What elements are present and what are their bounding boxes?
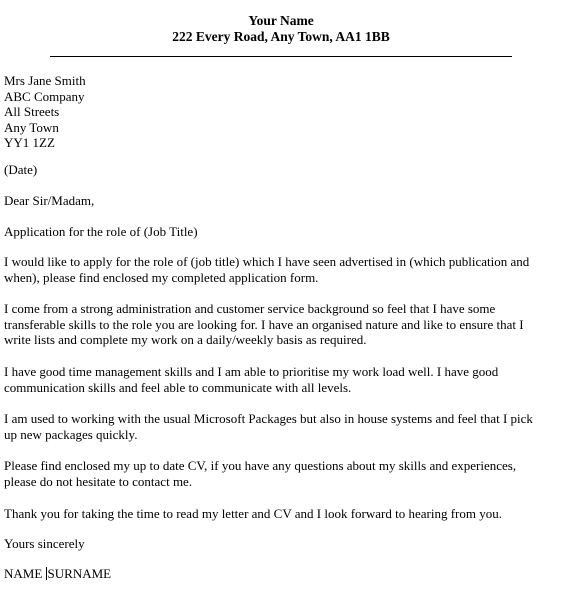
paragraph-line: I would like to apply for the role of (job title) which I have seen advertised in (which publication and <box>4 254 530 269</box>
paragraph-software <box>4 411 556 442</box>
header-divider <box>50 56 512 57</box>
paragraph-line: transferable skills to the role you are looking for. I have an organised nature and like to ensure that I <box>4 316 524 332</box>
paragraph-background <box>4 301 556 348</box>
signature-block[interactable] <box>4 566 556 581</box>
paragraph-skills <box>4 364 556 395</box>
paragraph-intro <box>4 254 556 285</box>
paragraph-line: Please find enclosed my up to date CV, if you have any questions about my skills and experiences, <box>4 458 517 473</box>
paragraph-line: communication skills and feel able to communicate with all levels. <box>4 379 352 395</box>
recipient-line: Any Town <box>4 119 59 135</box>
salutation: Dear Sir/Madam, <box>4 193 95 208</box>
paragraph-line: Thank you for taking the time to read my letter and CV and I look forward to hearing from you. <box>4 506 502 521</box>
paragraph-line: please do not hesitate to contact me. <box>4 473 193 489</box>
paragraph-thanks <box>4 506 556 522</box>
sender-name: Your Name <box>248 13 314 28</box>
paragraph-line: I have good time management skills and I am able to prioritise my work load well. I have good <box>4 364 499 379</box>
letter-date: (Date) <box>4 162 38 177</box>
recipient-line: All Streets <box>4 104 60 119</box>
paragraph-line: I come from a strong administration and customer service background so feel that I have some <box>4 301 496 316</box>
paragraph-line: when), please find enclosed my completed application form. <box>4 269 319 285</box>
paragraph-line: write lists and complete my work on a daily/weekly basis as required. <box>4 332 367 347</box>
recipient-line: YY1 1ZZ <box>4 135 55 150</box>
closing: Yours sincerely <box>4 536 85 551</box>
signature-first-name: NAME <box>4 566 46 581</box>
recipient-line: ABC Company <box>4 88 85 104</box>
recipient-line: Mrs Jane Smith <box>4 73 86 88</box>
paragraph-cv <box>4 458 556 489</box>
subject-line: Application for the role of (Job Title) <box>4 224 198 239</box>
paragraph-line: up new packages quickly. <box>4 426 138 442</box>
signature-surname: SURNAME <box>47 566 112 581</box>
paragraph-line: I am used to working with the usual Microsoft Packages but also in house systems and feel that I pick <box>4 411 533 426</box>
letterhead <box>50 13 512 45</box>
sender-address: 222 Every Road, Any Town, AA1 1BB <box>172 29 390 44</box>
recipient-address <box>4 73 556 151</box>
